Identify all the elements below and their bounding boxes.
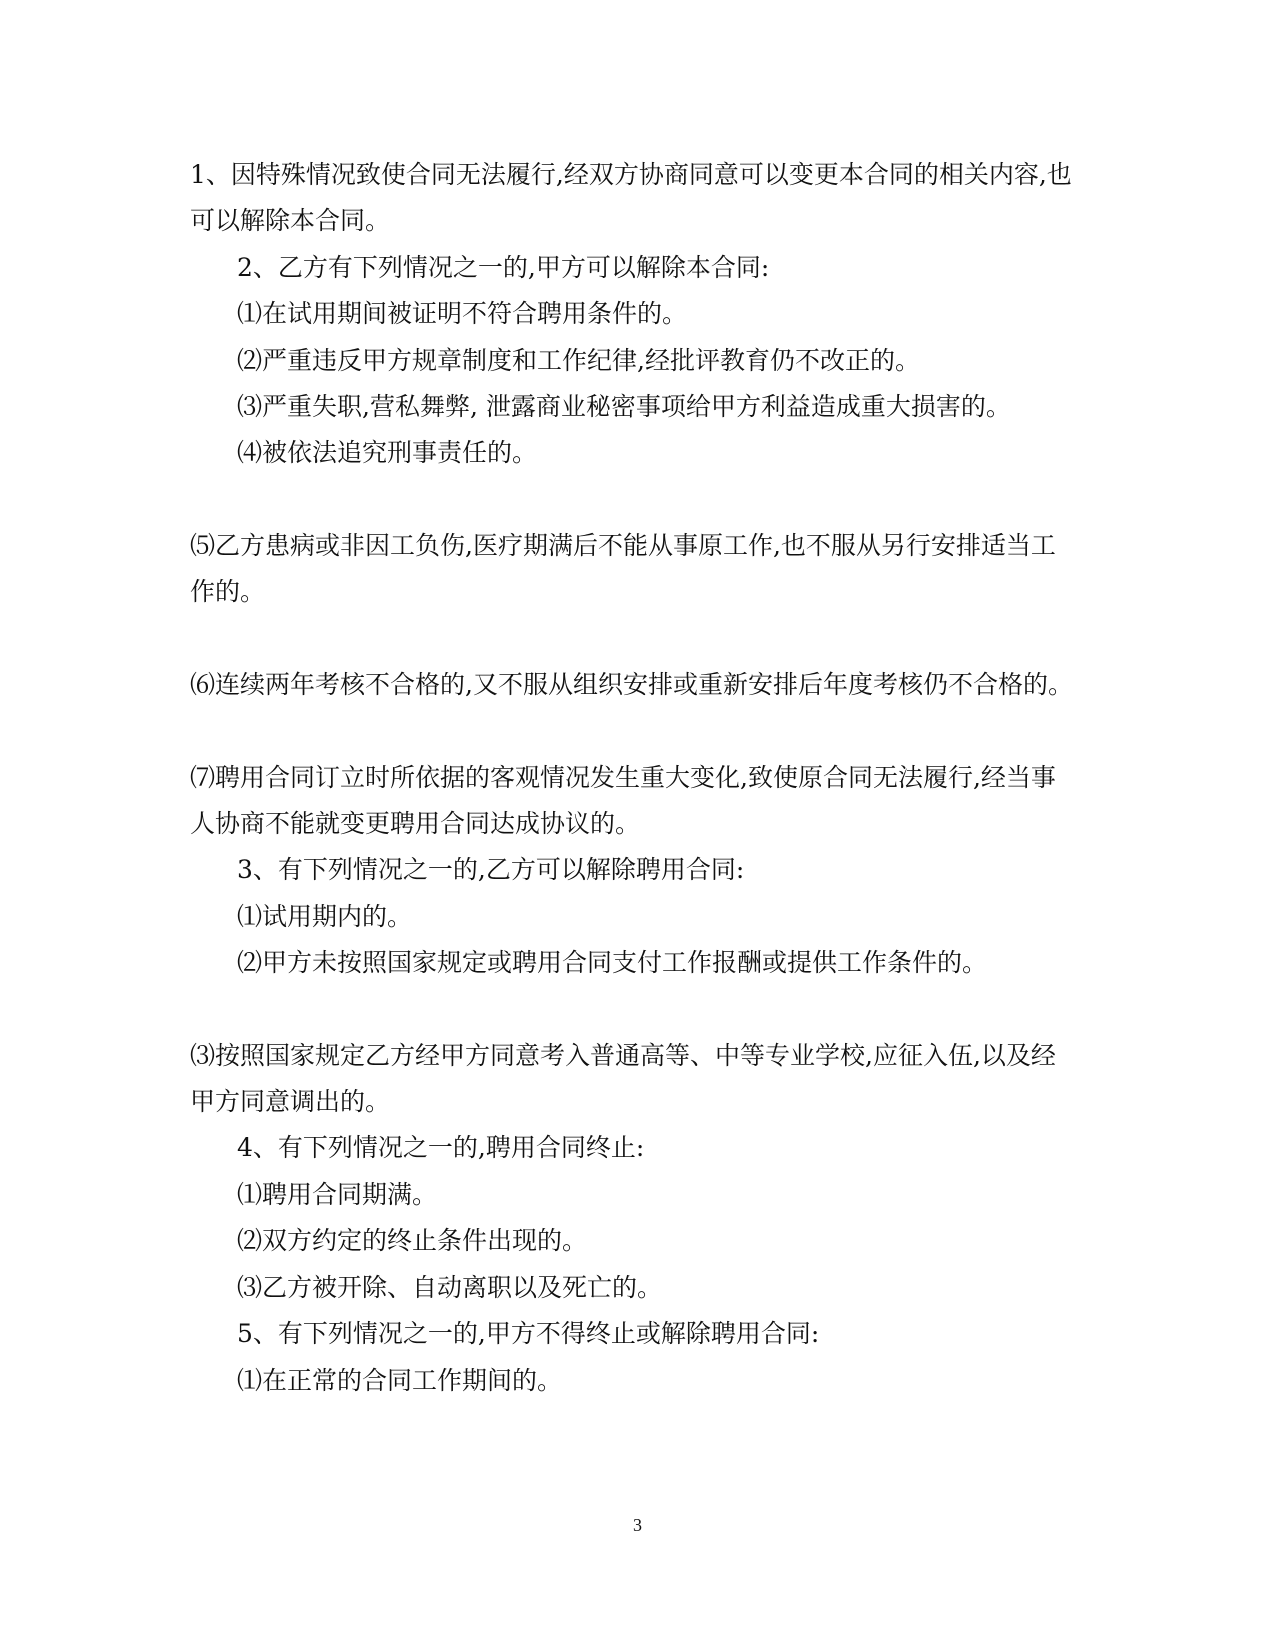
- clause-item: ⑶乙方被开除、自动离职以及死亡的。: [237, 1273, 663, 1302]
- clause-heading: 3、有下列情况之一的,乙方可以解除聘用合同:: [237, 855, 745, 884]
- clause-item: ⑴聘用合同期满。: [237, 1180, 438, 1209]
- clause-heading: 5、有下列情况之一的,甲方不得终止或解除聘用合同:: [237, 1319, 820, 1348]
- clause-item: ⑴试用期内的。: [237, 902, 413, 931]
- clause-item: ⑶按照国家规定乙方经甲方同意考入普通高等、中等专业学校,应征入伍,以及经: [190, 1041, 1056, 1070]
- clause-item: ⑷被依法追究刑事责任的。: [237, 438, 538, 467]
- paragraph-line: 甲方同意调出的。: [190, 1087, 391, 1116]
- paragraph-line: 作的。: [190, 577, 266, 606]
- clause-item: ⑸乙方患病或非因工负伤,医疗期满后不能从事原工作,也不服从另行安排适当工: [190, 531, 1056, 560]
- clause-item: ⑵严重违反甲方规章制度和工作纪律,经批评教育仍不改正的。: [237, 346, 920, 375]
- clause-item: ⑴在试用期间被证明不符合聘用条件的。: [237, 299, 688, 328]
- paragraph-line: 人协商不能就变更聘用合同达成协议的。: [190, 809, 641, 838]
- clause-heading: 4、有下列情况之一的,聘用合同终止:: [237, 1133, 645, 1162]
- clause-item: ⑹连续两年考核不合格的,又不服从组织安排或重新安排后年度考核仍不合格的。: [190, 670, 1073, 699]
- clause-item: ⑶严重失职,营私舞弊, 泄露商业秘密事项给甲方利益造成重大损害的。: [237, 392, 1011, 421]
- clause-item: ⑵双方约定的终止条件出现的。: [237, 1226, 588, 1255]
- paragraph-line: 可以解除本合同。: [190, 206, 391, 235]
- clause-item: ⑵甲方未按照国家规定或聘用合同支付工作报酬或提供工作条件的。: [237, 948, 988, 977]
- clause-item: ⑺聘用合同订立时所依据的客观情况发生重大变化,致使原合同无法履行,经当事: [190, 763, 1056, 792]
- clause-heading: 2、乙方有下列情况之一的,甲方可以解除本合同:: [237, 253, 770, 282]
- paragraph-line: 1、因特殊情况致使合同无法履行,经双方协商同意可以变更本合同的相关内容,也: [190, 160, 1072, 189]
- page-number: 3: [633, 1515, 642, 1535]
- clause-item: ⑴在正常的合同工作期间的。: [237, 1366, 563, 1395]
